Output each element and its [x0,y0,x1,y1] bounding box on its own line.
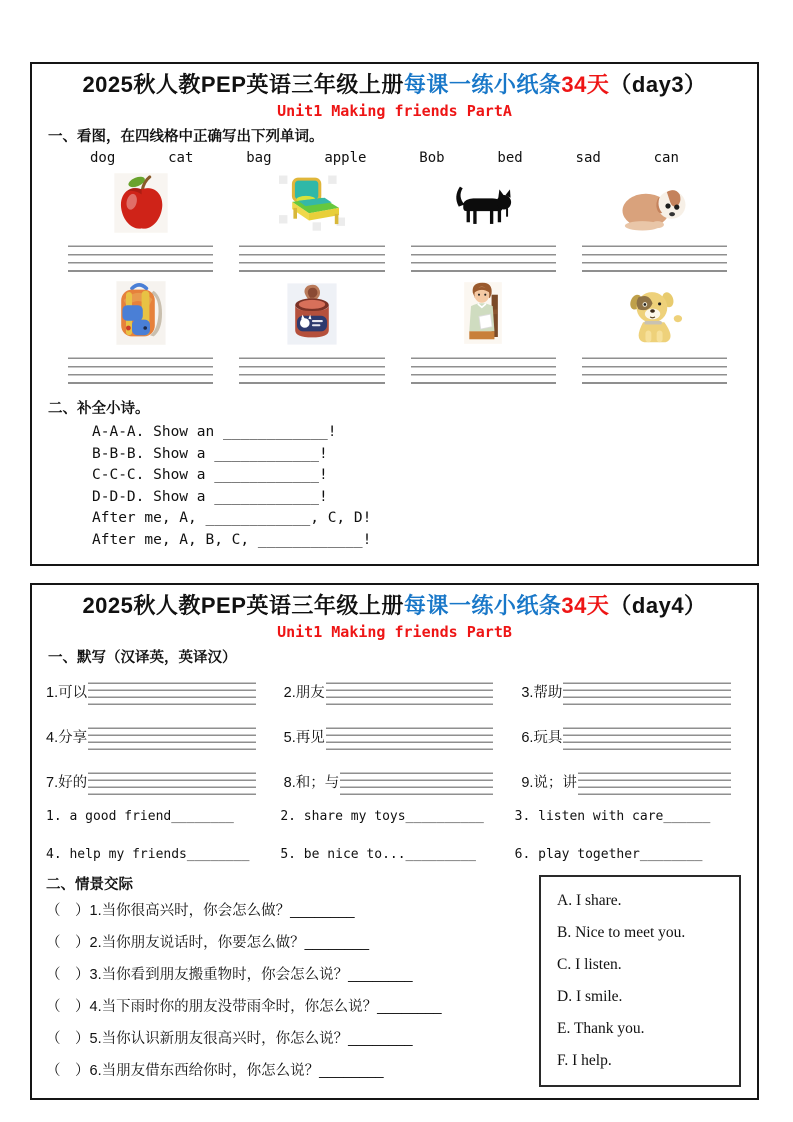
cn-word-label: 7.好的 [46,774,88,791]
word-bank-item: sad [575,150,601,166]
question-line: （ ）6.当朋友借东西给你时，你怎么说？________ [46,1063,384,1079]
writing-guide [88,722,256,750]
poem-line: D-D-D. Show a ____________! [92,488,328,505]
writing-guide [411,351,556,384]
writing-guide [326,722,494,750]
poem-line: After me, A, B, C, ____________! [92,531,372,548]
writing-guide [88,767,256,795]
word-writing-cell [68,171,213,272]
writing-guide [239,239,384,272]
title-text-black-left: 2025秋人教PEP英语三年级上册 [82,72,404,97]
option-item: A. I share. [557,892,622,909]
word-writing-cell [411,283,556,384]
cn-word-label: 8.和；与 [283,774,340,791]
question-line: （ ）4.当下雨时你的朋友没带雨伞时，你怎么说？________ [46,999,442,1015]
sad-puppy-image [582,283,727,346]
writing-guide [563,722,731,750]
dictation-item [284,677,494,705]
option-item: B. Nice to meet you. [557,924,686,941]
poem-block [92,422,757,551]
black-cat-image [411,171,556,234]
dictation-item [46,677,256,705]
cn-word-label: 4.分享 [46,729,88,746]
cn-word-label: 2.朋友 [283,684,325,701]
section-heading: 一、默写（汉译英，英译汉） [48,650,237,666]
puppy-image [582,171,727,234]
word-writing-cell [582,283,727,384]
situational-dialogue-section [32,863,757,1087]
phrase-item: 3. listen with care______ [514,809,711,824]
word-bank-item: Bob [419,150,445,166]
poem-line: A-A-A. Show an ____________! [92,424,337,440]
word-writing-cell [68,283,213,384]
word-bank [32,147,757,167]
section-heading: 一、看图，在四线格中正确写出下列单词。 [48,129,324,145]
bed-image [239,171,384,234]
word-writing-cell [411,171,556,272]
cn-word-label: 1.可以 [46,684,88,701]
writing-guide [578,767,731,795]
page-title [32,71,757,99]
word-writing-cell [239,171,384,272]
option-item: C. I listen. [557,956,622,973]
title-text-black-left: 2025秋人教PEP英语三年级上册 [82,593,404,618]
worksheet-day3 [30,62,759,566]
word-bank-item: bed [497,150,523,166]
question-line: （ ）2.当你朋友说话时，你要怎么做？________ [46,935,370,951]
phrase-item: 2. share my toys__________ [280,809,484,824]
word-bank-item: apple [324,150,367,166]
dictation-item [284,767,494,795]
writing-guide [88,677,256,705]
schoolbag-image [68,283,213,346]
title-text-red: 34天 [561,593,610,618]
option-item: F. I help. [557,1052,612,1069]
question-column [46,869,533,1087]
title-text-black-right: （day4） [609,593,707,618]
poem-line: B-B-B. Show a ____________! [92,445,328,462]
cn-word-label: 6.玩具 [521,729,563,746]
phrase-item: 5. be nice to..._________ [280,847,476,862]
unit-subtitle: Unit1 Making friends PartA [277,102,512,120]
title-text-red: 34天 [561,72,610,97]
title-text-blue: 每课一练小纸条 [403,72,562,97]
word-bank-item: cat [168,150,194,166]
picture-row-1 [32,167,757,272]
dictation-item [284,722,494,750]
tin-can-image [239,283,384,346]
writing-guide [239,351,384,384]
dictation-item [46,722,256,750]
cn-word-label: 5.再见 [283,729,325,746]
title-text-black-right: （day3） [609,72,707,97]
writing-guide [411,239,556,272]
dictation-item [521,722,731,750]
section-heading: 二、补全小诗。 [48,401,150,417]
writing-guide [582,239,727,272]
word-bank-item: can [653,150,679,166]
writing-guide [563,677,731,705]
boy-bob-image [411,283,556,346]
answer-options-box [539,875,741,1087]
option-item: D. I smile. [557,988,623,1005]
page-title [32,592,757,620]
worksheet-day4 [30,583,759,1100]
writing-guide [68,351,213,384]
dictation-item [46,767,256,795]
option-item: E. Thank you. [557,1020,645,1037]
word-writing-cell [582,171,727,272]
question-line: （ ）3.当你看到朋友搬重物时，你会怎么说？________ [46,967,413,983]
word-bank-item: bag [246,150,272,166]
phrase-item: 6. play together________ [514,847,703,862]
question-line: （ ）5.当你认识新朋友很高兴时，你怎么说？________ [46,1031,413,1047]
dictation-item [521,767,731,795]
cn-word-label: 3.帮助 [521,684,563,701]
word-writing-cell [239,283,384,384]
writing-guide [68,239,213,272]
picture-row-2 [32,279,757,384]
dictation-grid [32,668,757,795]
writing-guide [340,767,493,795]
word-bank-item: dog [90,150,116,166]
writing-guide [326,677,494,705]
phrase-grid [32,795,757,863]
unit-subtitle: Unit1 Making friends PartB [277,623,512,641]
phrase-item: 4. help my friends________ [46,847,250,862]
cn-word-label: 9.说；讲 [521,774,577,791]
title-text-blue: 每课一练小纸条 [403,593,562,618]
dictation-item [521,677,731,705]
apple-image [68,171,213,234]
poem-line: C-C-C. Show a ____________! [92,467,328,483]
section-heading: 二、情景交际 [46,877,133,893]
phrase-item: 1. a good friend________ [46,809,234,824]
poem-line: After me, A, ____________, C, D! [92,510,372,526]
question-line: （ ）1.当你很高兴时，你会怎么做？________ [46,903,355,919]
writing-guide [582,351,727,384]
